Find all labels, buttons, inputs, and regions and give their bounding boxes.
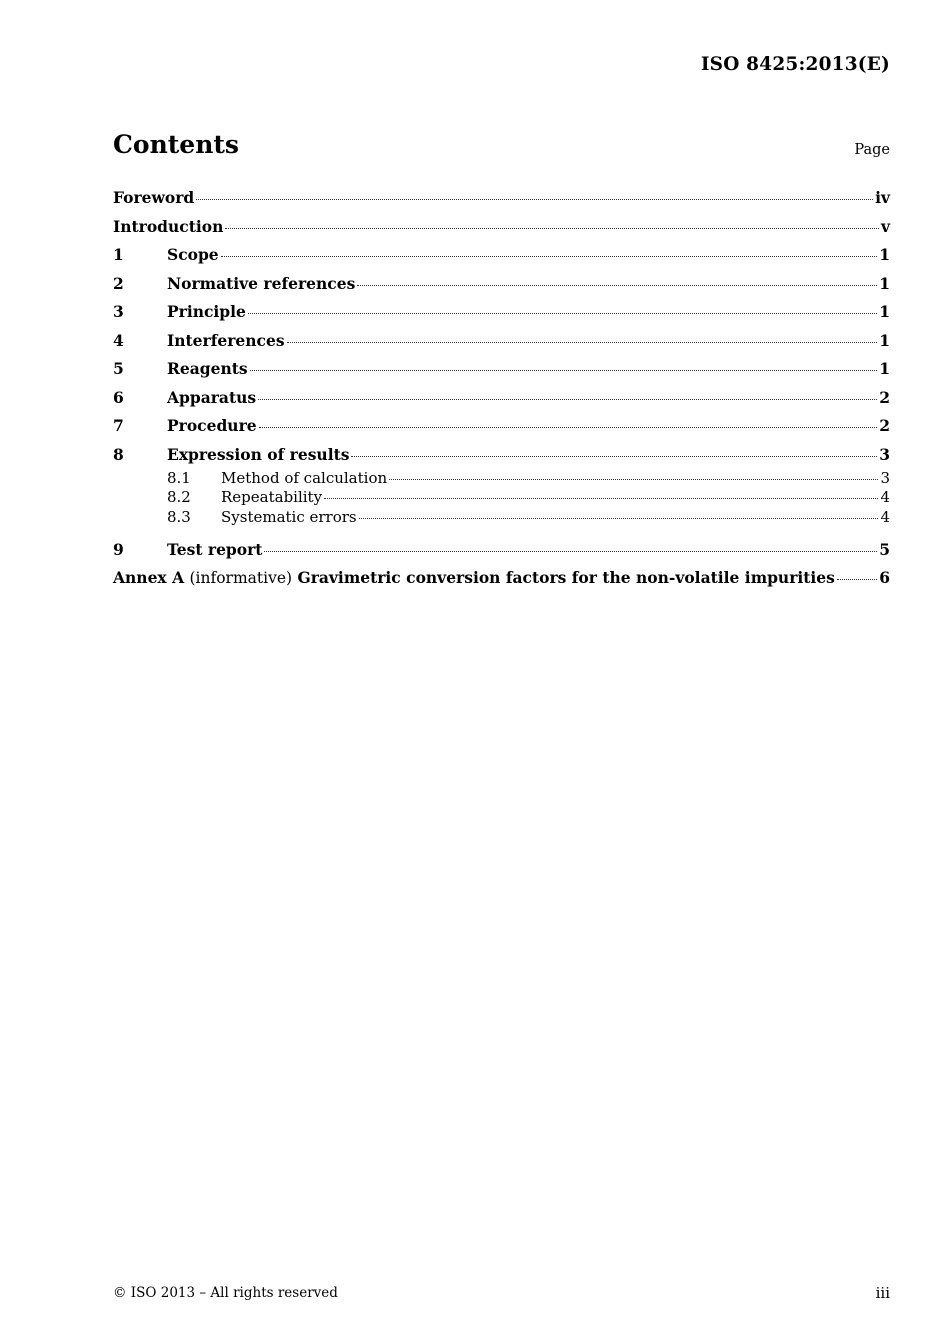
toc-entry-scope[interactable] (113, 241, 890, 270)
toc-entry-number: 8.3 (167, 507, 191, 526)
page-column-label: Page (854, 142, 890, 158)
dot-leader (837, 579, 877, 580)
toc-entry-page: 3 (879, 444, 890, 464)
toc-entry-number: 5 (113, 359, 124, 378)
toc-entry-number: 7 (113, 416, 124, 435)
contents-title: Contents (113, 130, 240, 159)
footer-copyright: © ISO 2013 – All rights reserved (113, 1285, 338, 1301)
toc-entry-title: Apparatus (167, 387, 257, 407)
dot-leader (351, 456, 877, 457)
dot-leader (221, 256, 878, 257)
document-id: ISO 8425:2013(E) (700, 54, 890, 75)
dot-leader (225, 228, 879, 229)
toc-entry-foreword[interactable] (113, 184, 890, 213)
toc-entry-number: 8 (113, 444, 124, 464)
dot-leader (258, 399, 877, 400)
toc-entry-page: 4 (880, 507, 890, 526)
toc-entry-page: 6 (879, 568, 890, 588)
toc-entry-title: Introduction (113, 216, 224, 236)
toc-entry-test-report[interactable] (113, 536, 890, 565)
toc-entry-page: 4 (880, 488, 890, 507)
toc-entry-page: 2 (879, 387, 890, 407)
toc-entry-page: 5 (879, 539, 890, 559)
toc-entry-title: Procedure (167, 416, 257, 435)
toc-entry-page: 2 (879, 416, 890, 435)
annex-title: Gravimetric conversion factors for the non-volatile impurities (297, 568, 835, 588)
footer-page-number: iii (875, 1284, 890, 1302)
toc-entry-page: 1 (879, 273, 890, 293)
toc-entry-page: 1 (879, 359, 890, 378)
toc-entry-title: Expression of results (167, 444, 350, 464)
dot-leader (248, 313, 877, 314)
annex-type: (informative) (189, 569, 293, 588)
dot-leader (196, 199, 873, 200)
toc-entry-number: 4 (113, 330, 124, 350)
toc-entry-reagents[interactable] (113, 355, 890, 384)
table-of-contents (113, 184, 890, 593)
toc-entry-apparatus[interactable] (113, 384, 890, 413)
annex-label: Annex A (113, 568, 185, 588)
toc-entry-number: 8.2 (167, 488, 191, 507)
toc-entry-title: Normative references (167, 273, 356, 293)
dot-leader (264, 551, 877, 552)
toc-entry-number: 6 (113, 387, 124, 407)
toc-entry-title: Systematic errors (221, 507, 357, 526)
dot-leader (259, 427, 878, 428)
toc-entry-interferences[interactable] (113, 327, 890, 356)
dot-leader (389, 479, 878, 480)
toc-entry-page: v (880, 216, 890, 236)
toc-entry-page: 3 (880, 469, 890, 487)
toc-entry-title: Principle (167, 302, 246, 321)
toc-entry-introduction[interactable] (113, 213, 890, 242)
toc-entry-number: 9 (113, 539, 124, 559)
toc-entry-principle[interactable] (113, 298, 890, 327)
toc-entry-number: 2 (113, 273, 124, 293)
toc-entry-page: iv (875, 188, 890, 207)
toc-entry-title: Scope (167, 245, 219, 264)
toc-entry-number: 1 (113, 245, 124, 264)
toc-entry-expression-of-results[interactable] (113, 441, 890, 470)
toc-entry-page: 1 (879, 302, 890, 321)
dot-leader (359, 518, 879, 519)
toc-entry-title: Foreword (113, 188, 195, 207)
dot-leader (324, 498, 878, 499)
toc-entry-number: 3 (113, 302, 124, 321)
toc-subentry-repeatability[interactable] (113, 488, 890, 507)
toc-entry-title: Reagents (167, 359, 248, 378)
dot-leader (287, 342, 878, 343)
toc-entry-procedure[interactable] (113, 412, 890, 441)
toc-entry-title: Repeatability (221, 488, 323, 507)
toc-entry-page: 1 (879, 330, 890, 350)
toc-entry-title: Method of calculation (221, 469, 388, 487)
dot-leader (357, 285, 877, 286)
toc-entry-number: 8.1 (167, 469, 191, 487)
dot-leader (250, 370, 878, 371)
toc-entry-normative-references[interactable] (113, 270, 890, 299)
toc-subentry-systematic-errors[interactable] (113, 508, 890, 527)
toc-entry-title: Interferences (167, 330, 285, 350)
toc-entry-title: Test report (167, 539, 263, 559)
toc-subentry-method-of-calculation[interactable] (113, 469, 890, 488)
toc-entry-annex-a[interactable] (113, 564, 890, 593)
toc-entry-page: 1 (879, 245, 890, 264)
